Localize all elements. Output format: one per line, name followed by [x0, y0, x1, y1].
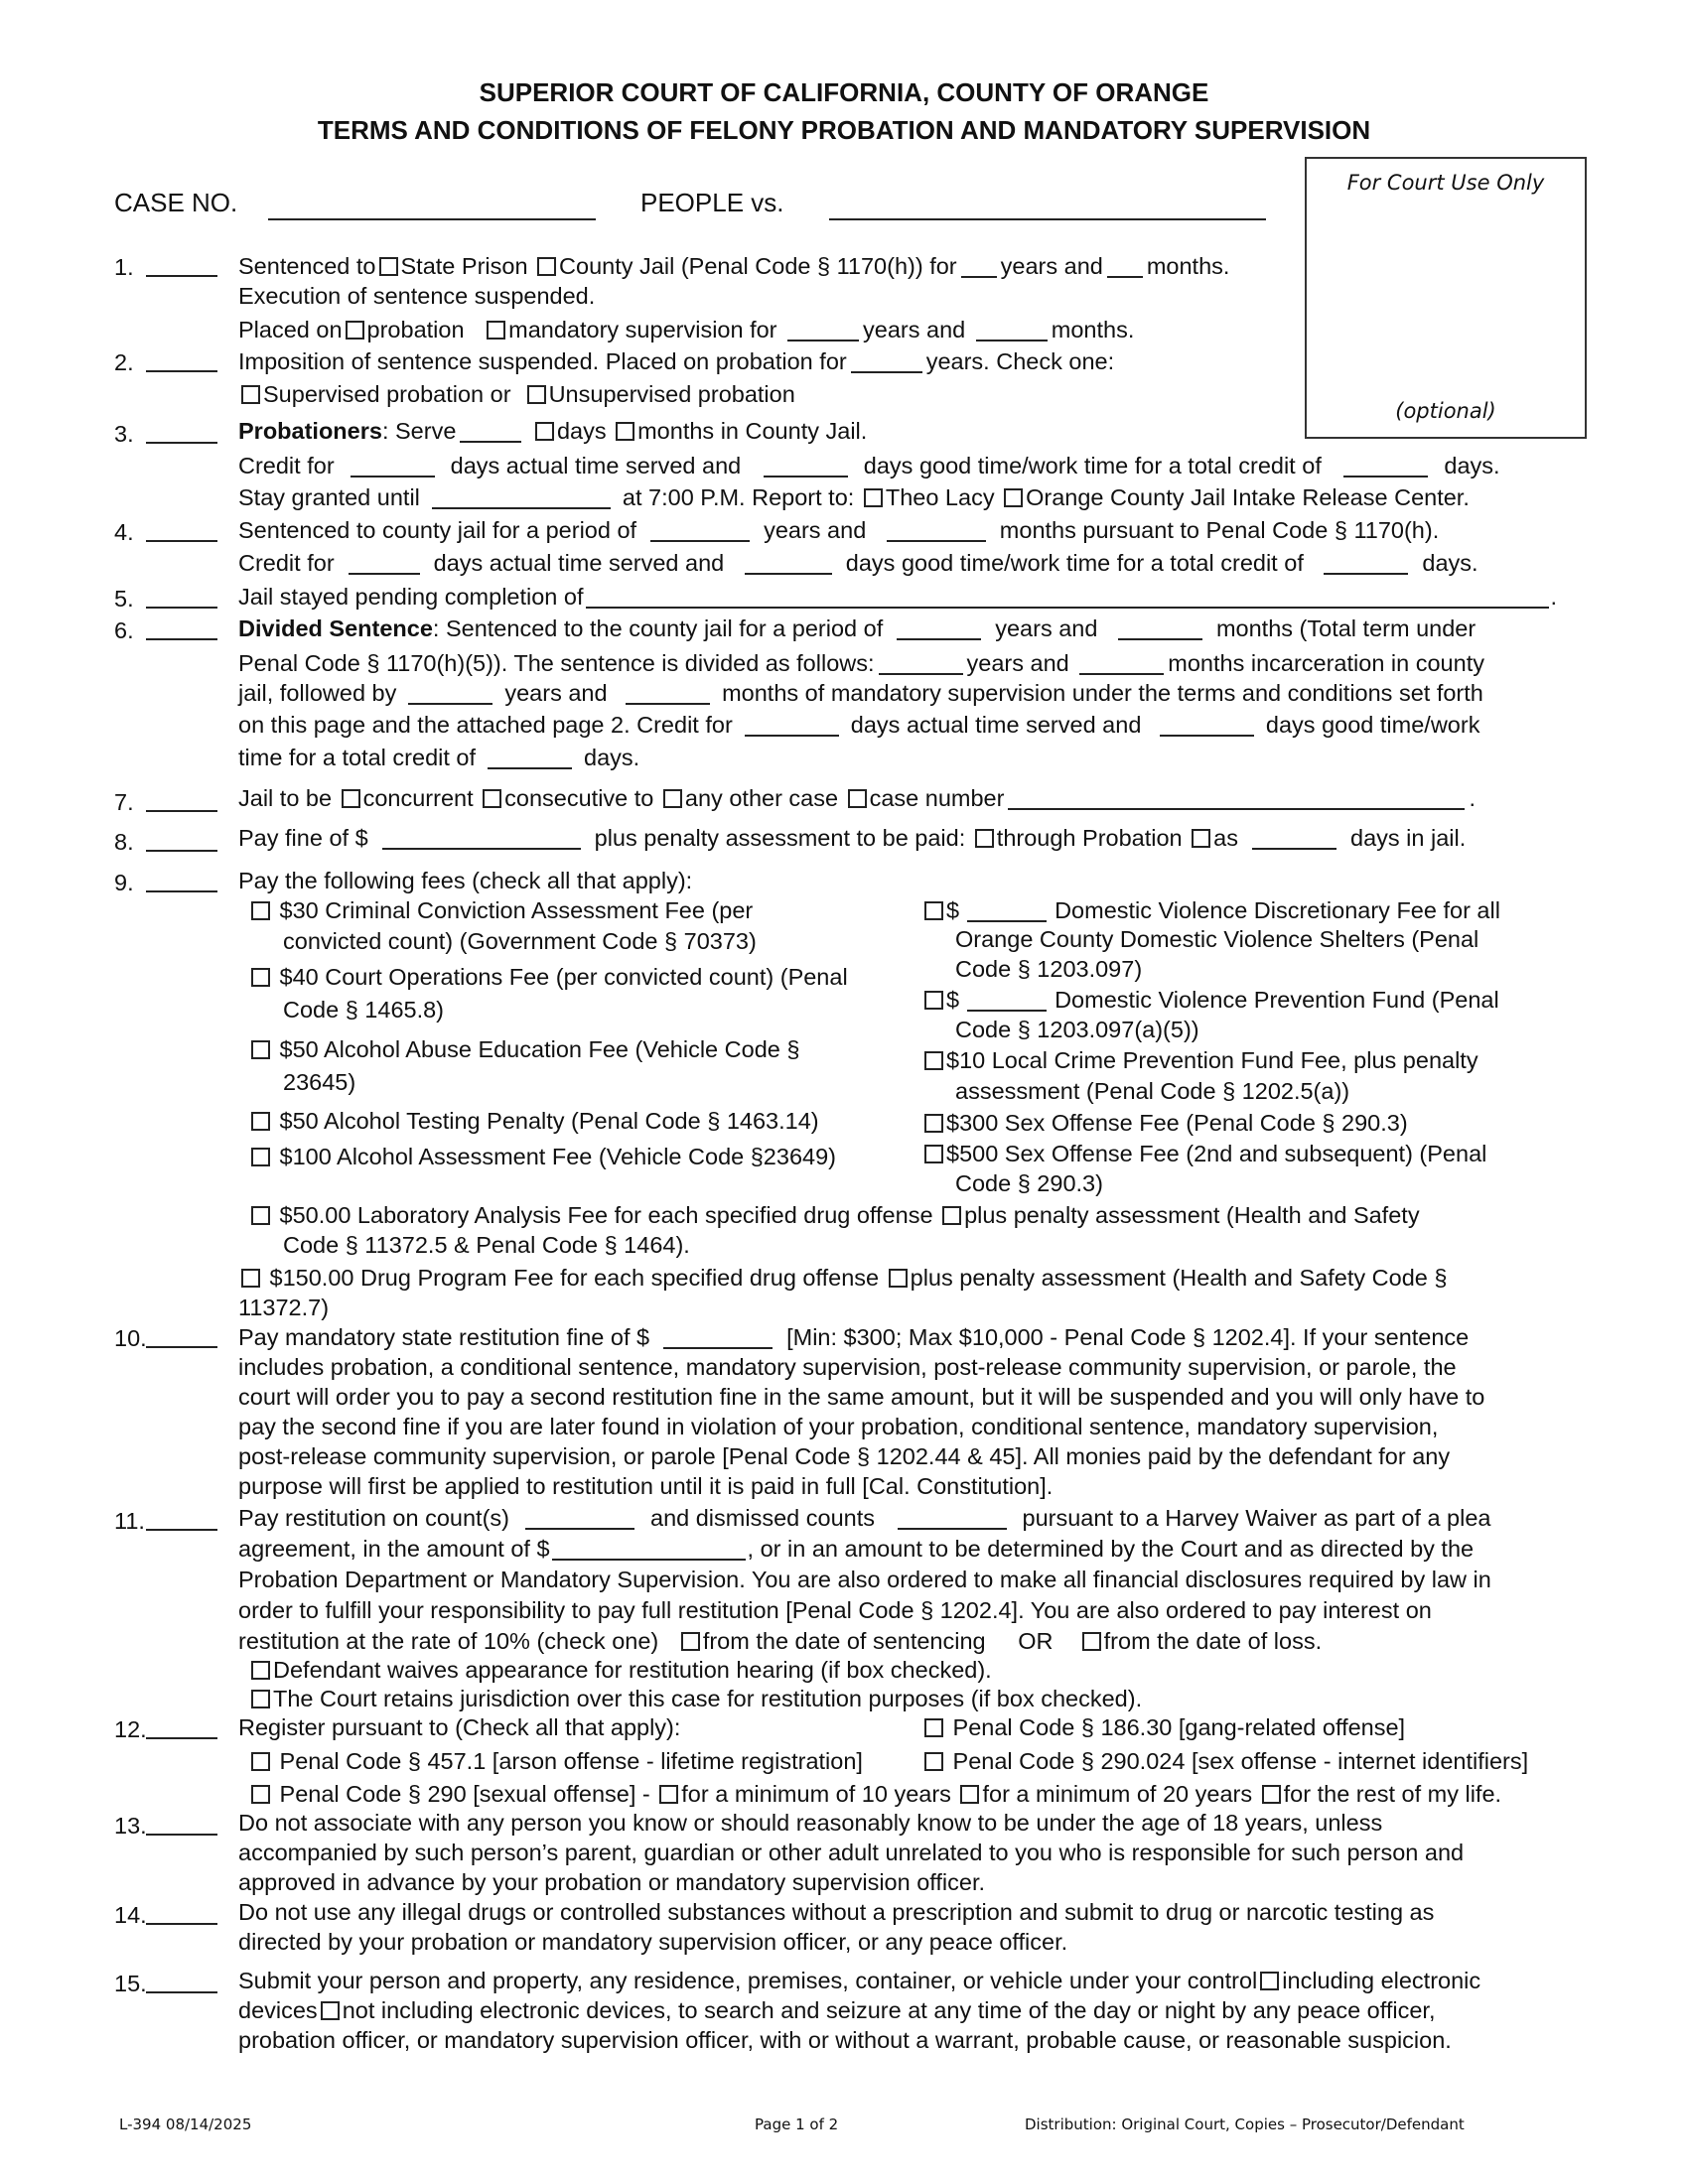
- item-2-line-1: Imposition of sentence suspended. Placed on probation for years. Check one:: [238, 348, 1115, 374]
- fee-300-checkbox[interactable]: [924, 1114, 943, 1133]
- pc-457-line: Penal Code § 457.1 [arson offense - lifetime registration]: [248, 1747, 863, 1775]
- fee-500-line: $500 Sex Offense Fee (2nd and subsequent) (Penal: [921, 1140, 1486, 1167]
- item-6-years-blank[interactable]: [897, 616, 981, 640]
- item-8-number: 8.: [114, 829, 223, 856]
- item-1-ms-years-blank[interactable]: [787, 318, 859, 341]
- dismissed-counts-blank[interactable]: [898, 1506, 1007, 1530]
- fee-dv-disc-line: $ Domestic Violence Discretionary Fee for all: [921, 896, 1500, 924]
- lab-fee-line: $50.00 Laboratory Analysis Fee for each specified drug offense plus penalty assessment (Health and Safety: [248, 1201, 1420, 1229]
- fee-dv-prev-line: $ Domestic Violence Prevention Fund (Penal: [921, 986, 1499, 1014]
- fee-dv-disc-amount[interactable]: [967, 898, 1047, 922]
- pc-186-checkbox[interactable]: [924, 1718, 943, 1737]
- fee-300-line: $300 Sex Offense Fee (Penal Code § 290.3): [921, 1109, 1408, 1137]
- item-1-years-blank[interactable]: [961, 254, 997, 278]
- item-6-line-5: time for a total credit of days.: [238, 745, 640, 770]
- item-14-initial[interactable]: [146, 1905, 217, 1925]
- pc-290024-line: Penal Code § 290.024 [sex offense - internet identifiers]: [921, 1747, 1528, 1775]
- item-6-months-blank[interactable]: [1118, 616, 1202, 640]
- county-jail-checkbox[interactable]: [537, 257, 556, 276]
- lab-fee-penalty-checkbox[interactable]: [942, 1206, 961, 1225]
- item-11-line-3: Probation Department or Mandatory Supervision. You are also ordered to make all financial disclosures required by law in: [238, 1567, 1491, 1592]
- item-12-heading: Register pursuant to (Check all that apply):: [238, 1714, 681, 1740]
- drug-program-checkbox[interactable]: [241, 1269, 260, 1288]
- restitution-counts-blank[interactable]: [525, 1506, 634, 1530]
- people-vs-label: PEOPLE vs.: [640, 188, 784, 217]
- fee-lcp-line: $10 Local Crime Prevention Fund Fee, plus penalty: [921, 1046, 1478, 1074]
- fine-amount-blank[interactable]: [382, 826, 581, 850]
- fee-50-test-line: $50 Alcohol Testing Penalty (Penal Code § 1463.14): [248, 1107, 819, 1135]
- item-11-initial[interactable]: [146, 1511, 217, 1531]
- fee-lcp-checkbox[interactable]: [924, 1051, 943, 1070]
- item-7-line: Jail to be concurrent consecutive to any other case case number .: [238, 785, 1476, 811]
- including-electronic-checkbox[interactable]: [1260, 1972, 1279, 1990]
- lab-fee-checkbox[interactable]: [251, 1206, 270, 1225]
- item-12-number: 12.: [114, 1716, 223, 1743]
- supervised-probation-checkbox[interactable]: [241, 385, 260, 404]
- fee-100-checkbox[interactable]: [251, 1148, 270, 1166]
- item-13-number: 13.: [114, 1813, 223, 1840]
- item-10-line-4: pay the second fine if you are later found in violation of your probation, conditional sentence, mandatory supervision,: [238, 1414, 1439, 1439]
- restitution-fine-blank[interactable]: [663, 1325, 773, 1349]
- fee-dv-prev-amount[interactable]: [967, 988, 1047, 1012]
- rest-of-life-checkbox[interactable]: [1262, 1785, 1281, 1804]
- fee-100-line: $100 Alcohol Assessment Fee (Vehicle Code §23649): [248, 1143, 836, 1170]
- item-9-heading: Pay the following fees (check all that apply):: [238, 868, 693, 893]
- pc-186-line: Penal Code § 186.30 [gang-related offense]: [921, 1713, 1405, 1741]
- item-13-initial[interactable]: [146, 1816, 217, 1836]
- fee-40-cont: Code § 1465.8): [283, 997, 445, 1023]
- theo-lacy-checkbox[interactable]: [864, 488, 883, 507]
- defendant-name-field[interactable]: [829, 216, 1266, 220]
- case-number-checkbox[interactable]: [848, 789, 867, 808]
- fee-dv-disc-cont-2: Code § 1203.097): [955, 956, 1143, 982]
- item-1-number: 1.: [114, 254, 223, 281]
- item-4-actual-blank[interactable]: [349, 551, 420, 575]
- item-11-line-4: order to fulfill your responsibility to pay full restitution [Penal Code § 1202.4]. You are also ordered to pay interest on: [238, 1597, 1432, 1623]
- item-15-initial[interactable]: [146, 1974, 217, 1993]
- drug-program-penalty-checkbox[interactable]: [889, 1269, 908, 1288]
- fee-30-cont: convicted count) (Government Code § 70373): [283, 928, 757, 954]
- item-8-line: Pay fine of $ plus penalty assessment to be paid: through Probation as days in jail.: [238, 825, 1467, 851]
- item-10-line-5: post-release community supervision, or parole [Penal Code § 1202.44 & 45]. All monies paid by the defendant for any: [238, 1443, 1451, 1469]
- item-3-actual-blank[interactable]: [351, 454, 435, 478]
- restitution-amount-blank[interactable]: [552, 1537, 746, 1561]
- item-10-line-6: purpose will first be applied to restitution until it is paid in full [Cal. Constitution].: [238, 1473, 1054, 1499]
- item-4-years-blank[interactable]: [650, 518, 750, 542]
- item-1-ms-months-blank[interactable]: [976, 318, 1048, 341]
- fee-50-test-checkbox[interactable]: [251, 1112, 270, 1131]
- court-use-optional: (optional): [1395, 399, 1496, 423]
- item-1-initial[interactable]: [146, 257, 217, 277]
- item-6-number: 6.: [114, 617, 223, 644]
- item-10-line-3: court will order you to pay a second restitution fine in the same amount, but it will be suspended and you will only have to: [238, 1384, 1485, 1410]
- fee-500-checkbox[interactable]: [924, 1145, 943, 1163]
- fee-40-checkbox[interactable]: [251, 968, 270, 987]
- fee-40-line: $40 Court Operations Fee (per convicted count) (Penal: [248, 963, 848, 991]
- item-13-line-1: Do not associate with any person you know or should reasonably know to be under the age of 18 years, unless: [238, 1810, 1383, 1836]
- item-2-line-2: Supervised probation or Unsupervised probation: [238, 380, 795, 408]
- item-14-number: 14.: [114, 1902, 223, 1929]
- item-3-line-2: Credit for days actual time served and days good time/work time for a total credit of days.: [238, 453, 1500, 478]
- item-4-initial[interactable]: [146, 522, 217, 542]
- distribution: Distribution: Original Court, Copies – Prosecutor/Defendant: [1025, 2116, 1465, 2133]
- waives-hearing-checkbox[interactable]: [251, 1661, 270, 1680]
- item-1-line-2: Execution of sentence suspended.: [238, 283, 596, 309]
- item-3-good-blank[interactable]: [764, 454, 848, 478]
- item-14-line-2: directed by your probation or mandatory supervision officer, or any peace officer.: [238, 1929, 1068, 1955]
- case-number-blank[interactable]: [1008, 786, 1465, 810]
- form-number: L-394 08/14/2025: [119, 2116, 252, 2133]
- pc-290-line: Penal Code § 290 [sexual offense] - for a minimum of 10 years for a minimum of 20 years for the rest of my life.: [248, 1780, 1501, 1808]
- item-5-number: 5.: [114, 586, 223, 613]
- item-1-line-1: Sentenced to State Prison County Jail (Penal Code § 1170(h)) for years and months.: [238, 253, 1230, 279]
- probation-checkbox[interactable]: [346, 321, 364, 340]
- item-3-line-3: Stay granted until at 7:00 P.M. Report to: Theo Lacy Orange County Jail Intake Release Center.: [238, 484, 1470, 510]
- item-2-number: 2.: [114, 349, 223, 376]
- fine-days-blank[interactable]: [1252, 826, 1336, 850]
- item-3-months-checkbox[interactable]: [616, 422, 634, 441]
- unsupervised-probation-checkbox[interactable]: [527, 385, 546, 404]
- any-other-case-checkbox[interactable]: [663, 789, 682, 808]
- item-6-initial[interactable]: [146, 620, 217, 640]
- pc-290-checkbox[interactable]: [251, 1785, 270, 1804]
- item-4-good-blank[interactable]: [745, 551, 832, 575]
- item-13-line-3: approved in advance by your probation or mandatory supervision officer.: [238, 1869, 986, 1895]
- form-subtitle: TERMS AND CONDITIONS OF FELONY PROBATION AND MANDATORY SUPERVISION: [317, 115, 1371, 145]
- item-4-number: 4.: [114, 519, 223, 546]
- fee-lcp-cont: assessment (Penal Code § 1202.5(a)): [955, 1078, 1350, 1104]
- lab-fee-cont: Code § 11372.5 & Penal Code § 1464).: [283, 1232, 690, 1258]
- item-6-line-2: Penal Code § 1170(h)(5)). The sentence is divided as follows: years and months incarceration in county: [238, 650, 1484, 676]
- case-no-field[interactable]: [268, 216, 596, 220]
- item-9-number: 9.: [114, 870, 223, 896]
- item-10-line-2: includes probation, a conditional sentence, mandatory supervision, post-release community supervision, or parole, the: [238, 1354, 1457, 1380]
- court-use-label: For Court Use Only: [1346, 171, 1545, 195]
- item-5-line: Jail stayed pending completion of .: [238, 584, 1558, 610]
- item-11-number: 11.: [114, 1508, 223, 1535]
- item-3-initial[interactable]: [146, 424, 217, 444]
- item-6-incarc-months-blank[interactable]: [1079, 651, 1164, 675]
- item-6-total-blank[interactable]: [488, 746, 572, 769]
- item-6-line-3: jail, followed by years and months of mandatory supervision under the terms and conditions set forth: [238, 680, 1483, 706]
- item-6-actual-blank[interactable]: [745, 713, 839, 737]
- item-6-line-4: on this page and the attached page 2. Credit for days actual time served and days good time/work: [238, 712, 1480, 738]
- item-9-initial[interactable]: [146, 873, 217, 892]
- drug-program-cont: 11372.7): [238, 1295, 330, 1320]
- fee-dv-disc-checkbox[interactable]: [924, 901, 943, 920]
- item-11-line-2: agreement, in the amount of $ , or in an amount to be determined by the Court and as directed by the: [238, 1536, 1475, 1562]
- item-15-number: 15.: [114, 1971, 223, 1997]
- concurrent-checkbox[interactable]: [342, 789, 360, 808]
- pc-290024-checkbox[interactable]: [924, 1752, 943, 1771]
- item-15-line-1: Submit your person and property, any residence, premises, container, or vehicle under your control including electronic: [238, 1968, 1481, 1993]
- min-10-years-checkbox[interactable]: [659, 1785, 678, 1804]
- item-4-total-blank[interactable]: [1324, 551, 1408, 575]
- drug-program-line: $150.00 Drug Program Fee for each specified drug offense plus penalty assessment (Health and Safety Code §: [238, 1264, 1447, 1292]
- item-2-initial[interactable]: [146, 352, 217, 372]
- form-title: SUPERIOR COURT OF CALIFORNIA, COUNTY OF ORANGE: [479, 77, 1209, 107]
- item-6-good-blank[interactable]: [1160, 713, 1254, 737]
- item-11-line-5: restitution at the rate of 10% (check one) from the date of sentencing OR from the date of loss.: [238, 1628, 1323, 1654]
- fee-dv-prev-checkbox[interactable]: [924, 991, 943, 1010]
- court-use-box: [1305, 157, 1587, 439]
- min-20-years-checkbox[interactable]: [960, 1785, 979, 1804]
- item-3-total-blank[interactable]: [1343, 454, 1428, 478]
- item-1-line-3: Placed on probation mandatory supervision for years and months.: [238, 317, 1135, 342]
- state-prison-checkbox[interactable]: [379, 257, 398, 276]
- item-3-days-checkbox[interactable]: [535, 422, 554, 441]
- interest-loss-checkbox[interactable]: [1082, 1632, 1101, 1651]
- item-8-initial[interactable]: [146, 832, 217, 852]
- item-6-ms-years-blank[interactable]: [408, 681, 492, 705]
- interest-sentencing-checkbox[interactable]: [681, 1632, 700, 1651]
- item-4-line-2: Credit for days actual time served and days good time/work time for a total credit of days.: [238, 550, 1478, 576]
- through-probation-checkbox[interactable]: [975, 829, 994, 848]
- item-12-initial[interactable]: [146, 1719, 217, 1739]
- pc-457-checkbox[interactable]: [251, 1752, 270, 1771]
- item-7-number: 7.: [114, 789, 223, 816]
- item-14-line-1: Do not use any illegal drugs or controlled substances without a prescription and submit to drug or narcotic testing as: [238, 1899, 1435, 1925]
- waives-hearing-line: Defendant waives appearance for restitution hearing (if box checked).: [248, 1656, 992, 1684]
- item-10-number: 10.: [114, 1325, 223, 1352]
- fee-30-checkbox[interactable]: [251, 901, 270, 920]
- item-13-line-2: accompanied by such person’s parent, guardian or other adult unrelated to you who is responsible for such person and: [238, 1840, 1465, 1865]
- item-6-incarc-years-blank[interactable]: [879, 651, 963, 675]
- item-3-serve-blank[interactable]: [460, 419, 521, 443]
- not-including-electronic-checkbox[interactable]: [321, 2001, 340, 2020]
- fee-dv-prev-cont: Code § 1203.097(a)(5)): [955, 1017, 1199, 1042]
- item-15-line-2: devices not including electronic devices, to search and seizure at any time of the day or night by any peace officer,: [238, 1997, 1436, 2023]
- consecutive-checkbox[interactable]: [483, 789, 501, 808]
- item-1-months-blank[interactable]: [1107, 254, 1143, 278]
- item-4-months-blank[interactable]: [887, 518, 986, 542]
- fee-50-edu-cont: 23645): [283, 1069, 356, 1095]
- mandatory-supervision-checkbox[interactable]: [487, 321, 505, 340]
- item-4-line-1: Sentenced to county jail for a period of years and months pursuant to Penal Code § 1170(h).: [238, 517, 1440, 543]
- item-10-initial[interactable]: [146, 1328, 217, 1348]
- item-2-years-blank[interactable]: [851, 349, 922, 373]
- case-no-label: CASE NO.: [114, 188, 238, 217]
- fee-30-line: $30 Criminal Conviction Assessment Fee (per: [248, 896, 753, 924]
- item-7-initial[interactable]: [146, 792, 217, 812]
- ocj-intake-checkbox[interactable]: [1004, 488, 1023, 507]
- days-in-jail-checkbox[interactable]: [1192, 829, 1210, 848]
- item-5-initial[interactable]: [146, 589, 217, 609]
- retains-jurisdiction-checkbox[interactable]: [251, 1690, 270, 1708]
- retains-jurisdiction-line: The Court retains jurisdiction over this case for restitution purposes (if box checked).: [248, 1685, 1142, 1712]
- item-3-line-1: Probationers: Serve days months in County Jail.: [238, 418, 868, 444]
- jail-stayed-blank[interactable]: [586, 585, 1549, 609]
- item-11-line-1: Pay restitution on count(s) and dismissed counts pursuant to a Harvey Waiver as part of a plea: [238, 1505, 1491, 1531]
- item-10-line-1: Pay mandatory state restitution fine of $ [Min: $300; Max $10,000 - Penal Code § 1202.4]. If your sentence: [238, 1324, 1470, 1350]
- fee-dv-disc-cont-1: Orange County Domestic Violence Shelters (Penal: [955, 926, 1479, 952]
- item-3-number: 3.: [114, 421, 223, 448]
- fee-50-edu-checkbox[interactable]: [251, 1040, 270, 1059]
- fee-50-edu-line: $50 Alcohol Abuse Education Fee (Vehicle Code §: [248, 1035, 799, 1063]
- fee-500-cont: Code § 290.3): [955, 1170, 1103, 1196]
- page-number: Page 1 of 2: [755, 2116, 839, 2133]
- stay-until-blank[interactable]: [432, 485, 611, 509]
- item-6-line-1: Divided Sentence: Sentenced to the county jail for a period of years and months (Total term under: [238, 615, 1477, 641]
- item-15-line-3: probation officer, or mandatory supervision officer, with or without a warrant, probable cause, or reasonable suspicion.: [238, 2027, 1452, 2053]
- item-6-ms-months-blank[interactable]: [626, 681, 710, 705]
